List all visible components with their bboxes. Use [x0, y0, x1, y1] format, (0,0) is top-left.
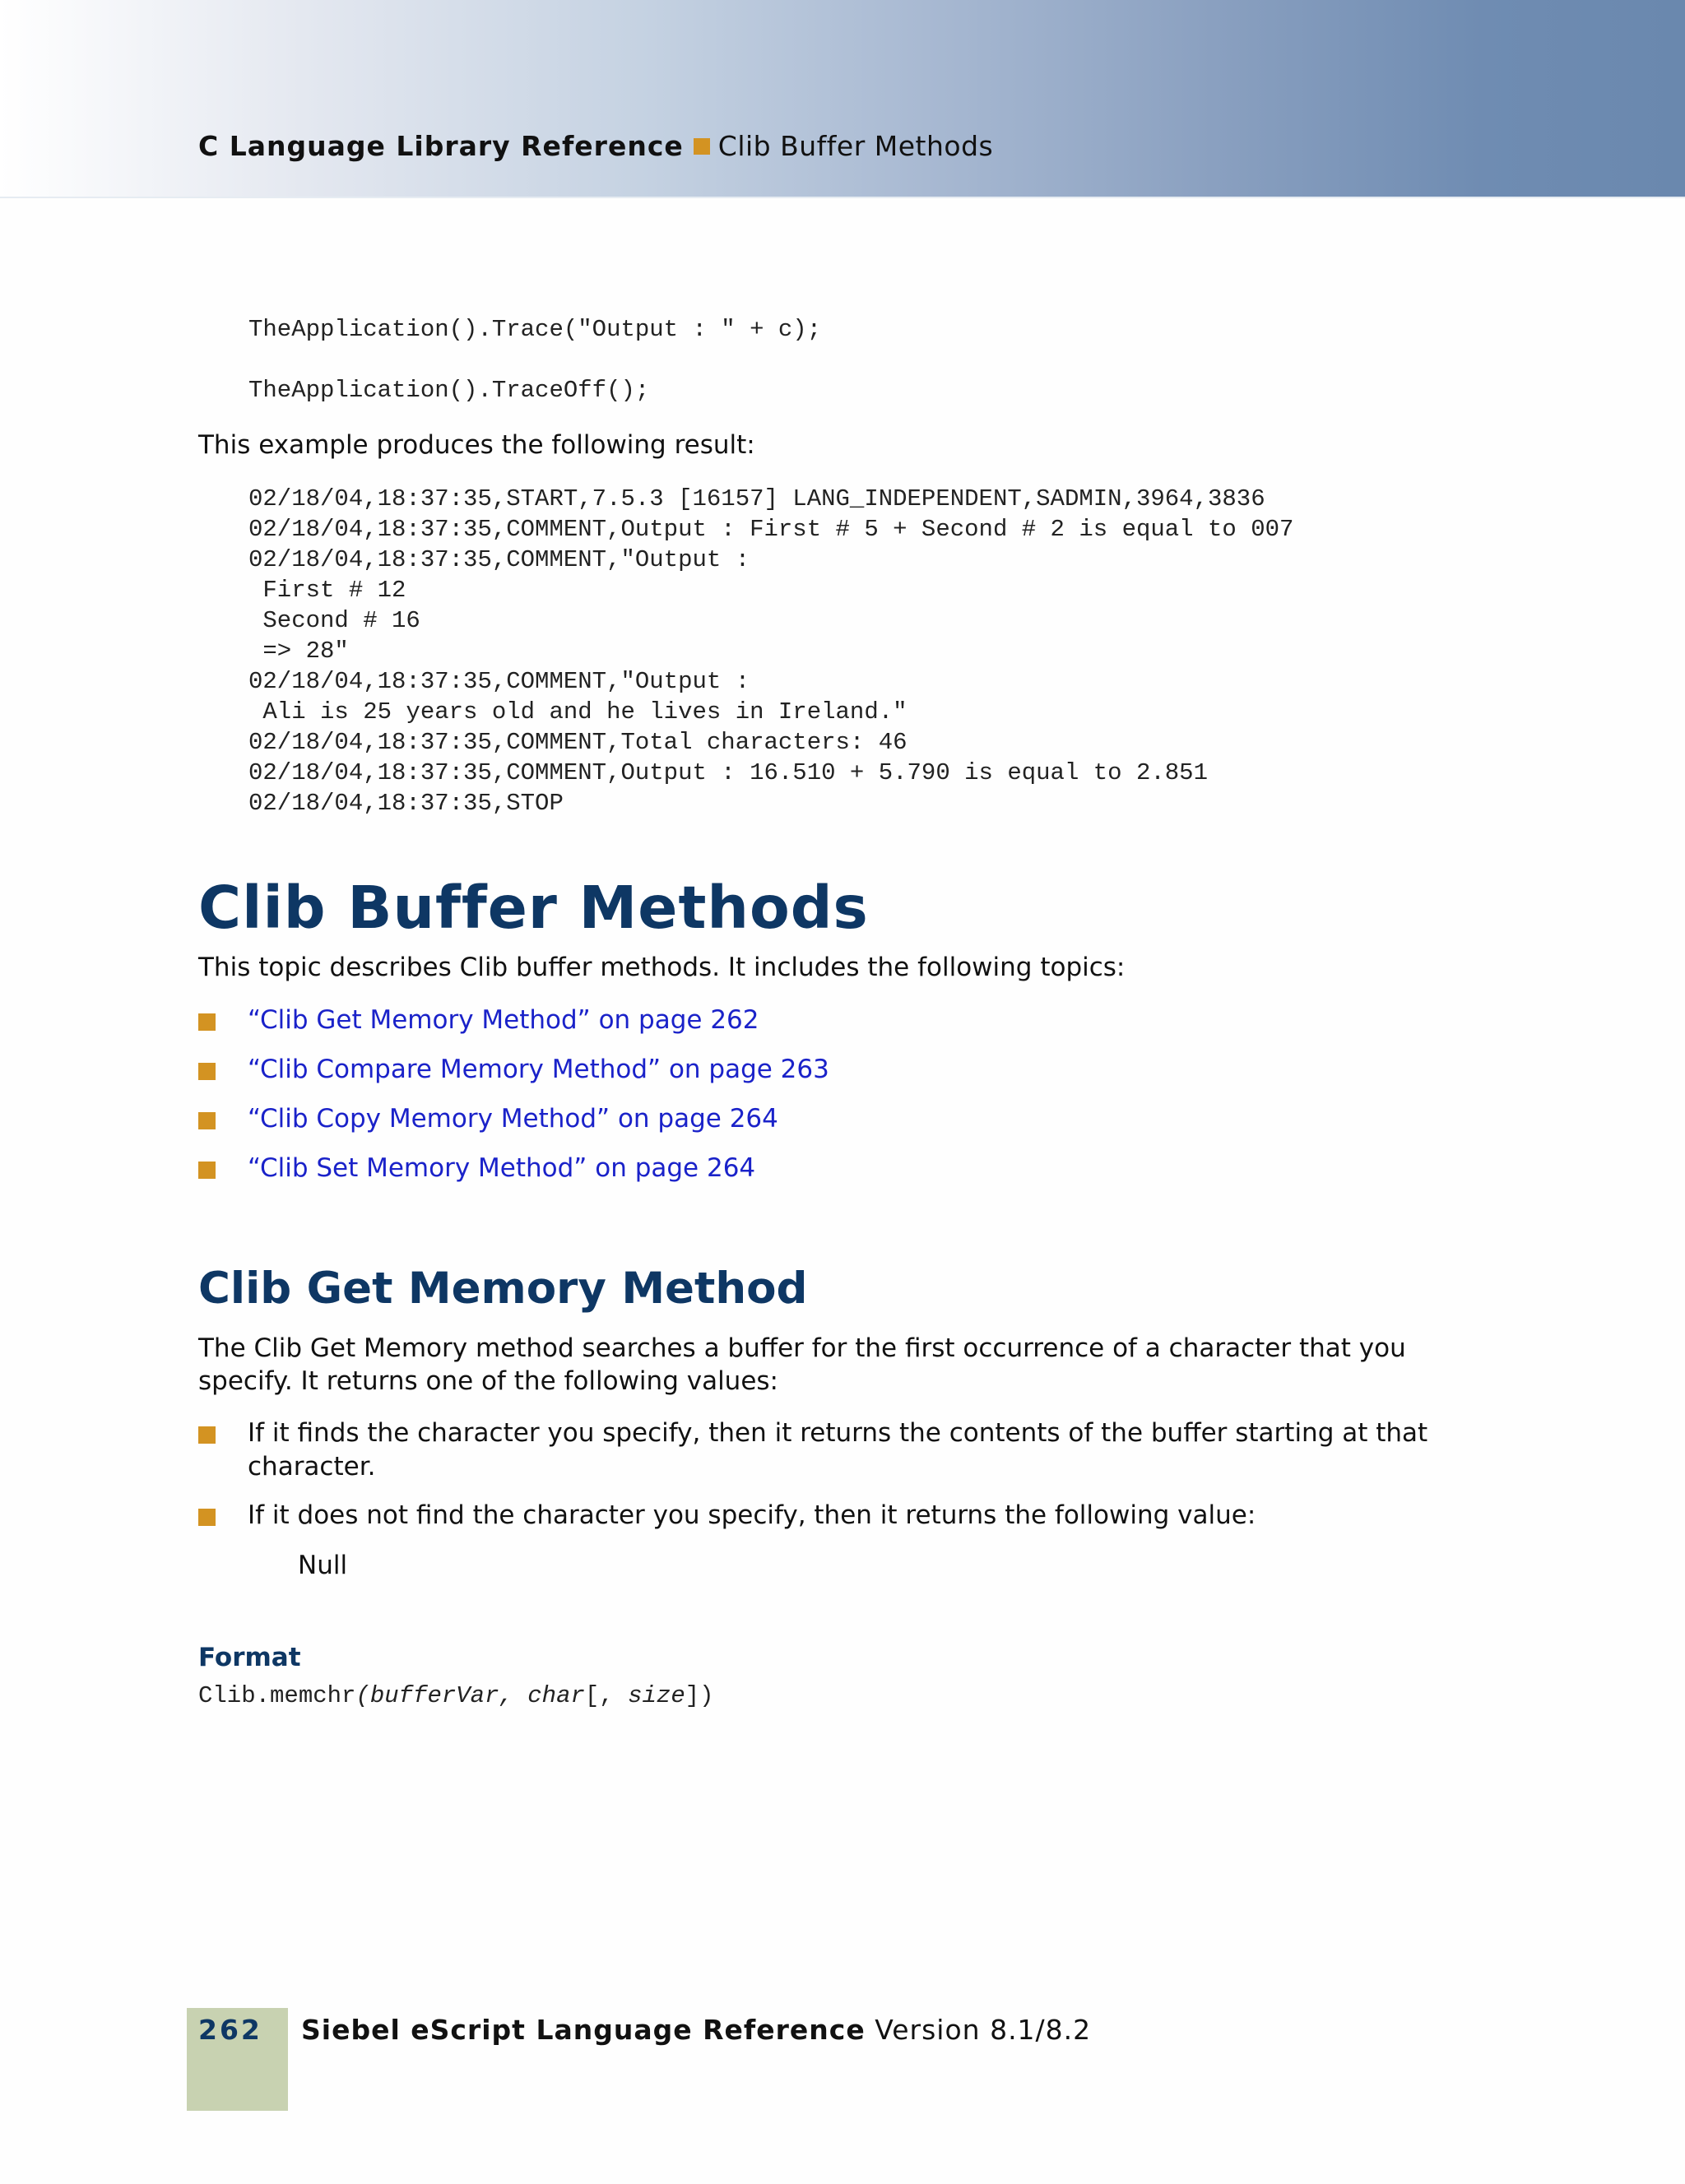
code-line-trace: TheApplication().Trace("Output : " + c);: [248, 316, 822, 343]
result-line: 02/18/04,18:37:35,COMMENT,Output : First # 5 + Second # 2 is equal to 007: [248, 516, 1294, 543]
topic-link[interactable]: “Clib Compare Memory Method” on page 263: [248, 1055, 829, 1084]
section-title: Clib Buffer Methods: [198, 874, 869, 942]
footer-page-number: 262: [198, 2014, 262, 2046]
header-square-icon: [694, 138, 710, 155]
result-line: Ali is 25 years old and he lives in Ireland.": [248, 698, 907, 726]
bullet-square-icon: [198, 1013, 216, 1031]
header-section: Clib Buffer Methods: [717, 130, 994, 162]
result-line: 02/18/04,18:37:35,COMMENT,"Output :: [248, 546, 750, 573]
topic-link[interactable]: “Clib Get Memory Method” on page 262: [248, 1005, 759, 1035]
null-value: Null: [298, 1551, 348, 1580]
footer-book-title: Siebel eScript Language Reference Version 8.1/8.2: [301, 2014, 1092, 2046]
subsection-paragraph-line: The Clib Get Memory method searches a buffer for the first occurrence of a character that you: [198, 1333, 1406, 1363]
running-header: [198, 128, 993, 165]
bullet-square-icon: [198, 1426, 216, 1444]
header-divider: [0, 197, 1685, 198]
result-line: 02/18/04,18:37:35,STOP: [248, 790, 564, 817]
subsection-paragraph-line: specify. It returns one of the following values:: [198, 1366, 778, 1396]
value-list-text: If it finds the character you specify, then it returns the contents of the buffer starting at that character.: [248, 1418, 1428, 1482]
section-intro: This topic describes Clib buffer methods. It includes the following topics:: [198, 953, 1126, 982]
page-header-band: [0, 0, 1685, 198]
code-line-traceoff: TheApplication().TraceOff();: [248, 377, 650, 404]
format-heading: Format: [198, 1643, 301, 1672]
value-list-text: If it does not find the character you specify, then it returns the following value:: [248, 1500, 1256, 1530]
result-line: Second # 16: [248, 607, 420, 634]
header-chapter: C Language Library Reference: [198, 130, 684, 162]
topic-link[interactable]: “Clib Set Memory Method” on page 264: [248, 1153, 756, 1183]
format-signature: Clib.memchr(bufferVar, char[, size]): [198, 1682, 714, 1709]
bullet-square-icon: [198, 1162, 216, 1179]
bullet-square-icon: [198, 1509, 216, 1526]
result-intro: This example produces the following result:: [198, 430, 755, 460]
result-line: First # 12: [248, 577, 406, 604]
result-line: 02/18/04,18:37:35,START,7.5.3 [16157] LANG_INDEPENDENT,SADMIN,3964,3836: [248, 485, 1265, 512]
result-line: => 28": [248, 638, 349, 665]
bullet-square-icon: [198, 1112, 216, 1129]
topic-link[interactable]: “Clib Copy Memory Method” on page 264: [248, 1104, 778, 1134]
result-line: 02/18/04,18:37:35,COMMENT,"Output :: [248, 668, 750, 695]
result-line: 02/18/04,18:37:35,COMMENT,Total characters: 46: [248, 729, 907, 756]
subsection-title: Clib Get Memory Method: [198, 1264, 808, 1314]
result-line: 02/18/04,18:37:35,COMMENT,Output : 16.510 + 5.790 is equal to 2.851: [248, 759, 1208, 786]
bullet-square-icon: [198, 1063, 216, 1080]
